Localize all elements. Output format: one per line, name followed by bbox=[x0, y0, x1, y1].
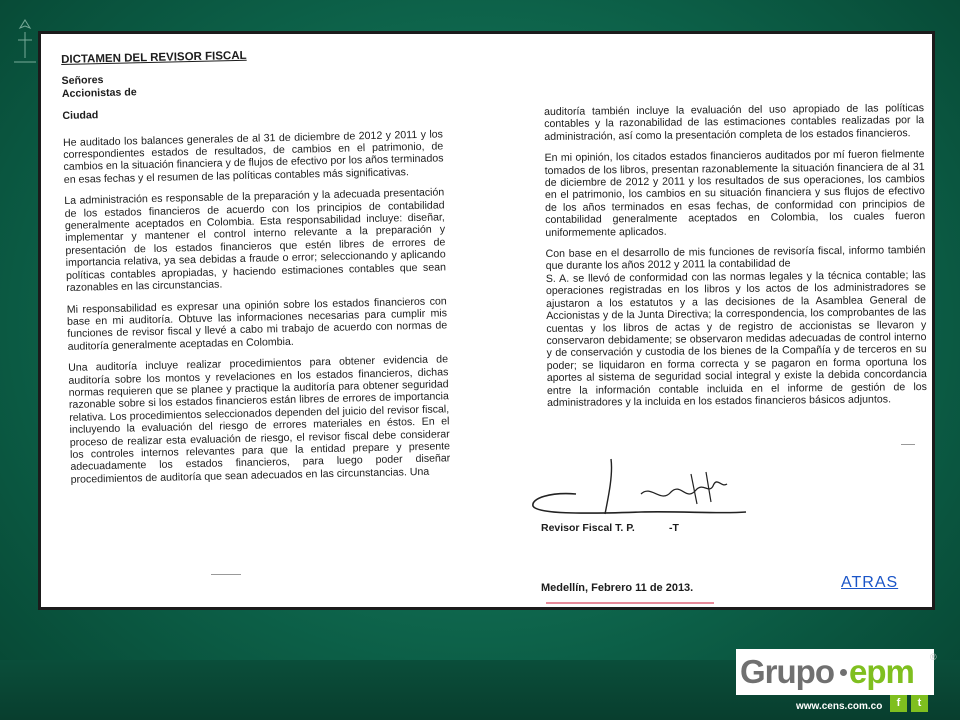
paragraph: Mi responsabilidad es expresar una opinión sobre los estados financieros con base en mi auditoría. Obtuve las informaciones necesarias para cumplir mis funciones de revisor fiscal y llevé a cabo mi trabajo de acuerdo con normas de auditoría generalmente aceptadas en Colombia. bbox=[66, 294, 448, 353]
document-title: DICTAMEN DEL REVISOR FISCAL bbox=[61, 49, 247, 66]
back-link[interactable]: ATRAS bbox=[841, 574, 899, 591]
date-line: Medellín, Febrero 11 de 2013. bbox=[541, 582, 694, 594]
left-column bbox=[61, 45, 451, 495]
twitter-icon[interactable]: t bbox=[911, 695, 928, 712]
logo-grupo-text: Grupo bbox=[740, 653, 834, 690]
mark bbox=[211, 574, 241, 575]
paragraph: En mi opinión, los citados estados financieros auditados por mí fueron fielmente tomados de los libros, presentan razonablemente la situación financiera de al 31 de diciembre de 2012 y 2011 y los resultados de sus operaciones, los cambios en el patrimonio, los cambios en su situación financiera y sus flujos de efectivo de los años terminados en esas fechas, de conformidad con principios de contabilidad generalmente aceptados en Colombia, los cuales fueron uniformemente aplicados. bbox=[544, 148, 926, 239]
address-line: Ciudad bbox=[62, 109, 99, 123]
red-underline bbox=[546, 602, 714, 604]
address-line: Accionistas de bbox=[61, 86, 137, 100]
website-link[interactable]: www.cens.com.co bbox=[796, 701, 883, 712]
mark bbox=[901, 444, 915, 445]
signature-label: Revisor Fiscal T. P. bbox=[541, 522, 635, 534]
facebook-icon[interactable]: f bbox=[890, 695, 907, 712]
registered-mark: ® bbox=[930, 652, 937, 662]
address-line: Señores bbox=[61, 74, 104, 88]
corner-logo-icon bbox=[12, 18, 38, 78]
paragraph: S. A. se llevó de conformidad con las normas legales y la técnica contable; las operaciones registradas en los libros y los actos de los administradores se ajustaron a los estatutos y a las decisiones de la Asamblea General de Accionistas y de la Junta Directiva; la correspondencia, los comprobantes de las cuentas y los libros de actas y de registro de accionistas se llevaron y conservaron debidamente; se observaron medidas adecuadas de control interno y de conservación y custodia de los bienes de la Compañía y de terceros en su poder; se liquidaron en forma correcta y se pagaron en forma oportuna los aportes al sistema de seguridad social integral y existe la debida concordancia entre la información contable incluida en el informe de gestión de los administradores y la incluida en los estados financieros básicos adjuntos. bbox=[545, 268, 928, 409]
logo-dot-icon bbox=[840, 669, 847, 676]
signature-icon bbox=[521, 454, 751, 524]
logo-epm-text: epm bbox=[849, 653, 914, 690]
paragraph: Con base en el desarrollo de mis funciones de revisoría fiscal, informo también que durante los años 2012 y 2011 la contabilidad de bbox=[545, 244, 926, 273]
paragraph: He auditado los balances generales de al 31 de diciembre de 2012 y 2011 y los correspondientes estados de resultados, de cambios en el patrimonio, de cambios en la situación financiera y de flujos de efectivo por los años terminados en esas fechas y el resumen de las políticas contables más significativas. bbox=[62, 127, 444, 186]
paragraph: La administración es responsable de la preparación y la adecuada presentación de los estados financieros de acuerdo con los principios de contabilidad generalmente aceptados en Colombia. Esta responsabilidad incluye: diseñar, implementar y mantener el control interno relevante a la preparación y presentación de los estados financieros que estén libres de errores de importancia relativa, ya sea debidas a fraude o error; seleccionando y aplicando políticas contables apropiadas, y haciendo estimaciones contables que sean razonables en las circunstancias. bbox=[64, 186, 447, 295]
right-column bbox=[544, 102, 927, 418]
paragraph: Una auditoría incluye realizar procedimientos para obtener evidencia de auditoría sobre los montos y revelaciones en los estados financieros, dichas normas requieren que se planee y practique la auditoría para obtener seguridad razonable sobre si los estados financieros están libres de errores de importancia relativa. Los procedimientos seleccionados dependen del juicio del revisor fiscal, incluyendo la evaluación del riesgo de errores materiales en éstos. En el proceso de realizar esta evaluación de riesgo, el revisor fiscal debe considerar los controles internos relevantes para que la entidad prepare y presente adecuadamente los estados financieros, para luego poder diseñar procedimientos de auditoría que sean adecuados en las circunstancias. Una bbox=[67, 353, 451, 486]
paragraph: auditoría también incluye la evaluación del uso apropiado de las políticas contables y la razonabilidad de las estimaciones contables realizadas por la administración, así como la presentación completa de los estados financieros. bbox=[544, 102, 925, 143]
document-image bbox=[38, 31, 935, 610]
signature-suffix: -T bbox=[669, 522, 679, 534]
company-logo bbox=[736, 649, 934, 695]
